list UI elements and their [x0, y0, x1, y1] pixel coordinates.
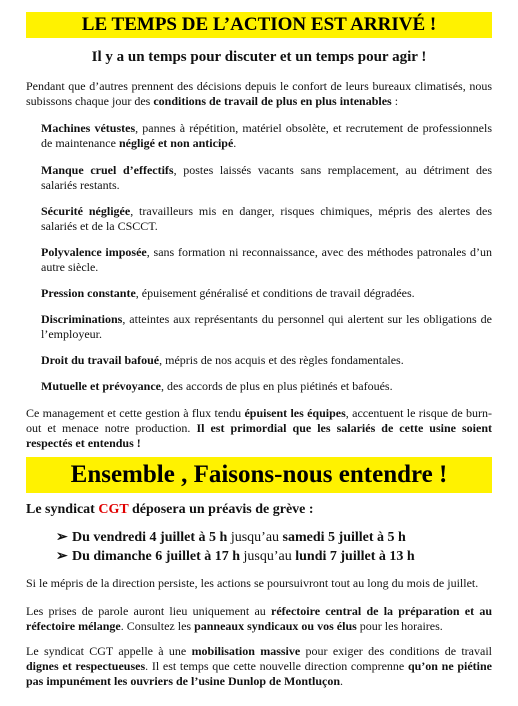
- call-text3: . Il est temps que cette nouvelle direction comprenne: [145, 659, 408, 673]
- grievance-tail: .: [233, 136, 237, 150]
- date-mid: jusqu’au: [240, 549, 296, 564]
- grievance-item: [41, 286, 492, 301]
- call-mobilisation: mobilisation massive: [191, 644, 301, 658]
- grievance-text: , postes laissés vacants sans remplacement, au détriment des salariés restants.: [41, 163, 493, 192]
- management-text2: , accentuent le risque de burn-out et menace notre production.: [26, 406, 492, 435]
- arrow-bullet-icon: ➢: [56, 530, 68, 545]
- banner-title: LE TEMPS DE L’ACTION EST ARRIVÉ !: [26, 12, 492, 38]
- grievance-item: [41, 204, 492, 234]
- grievance-label: Mutuelle et prévoyance: [41, 379, 161, 393]
- strike-dates: [56, 528, 415, 566]
- intro-tail: :: [391, 94, 399, 108]
- call-conclusion: qu’on ne piétine pas impunément les ouvriers de l’usine Dunlop de Montluçon: [26, 659, 492, 688]
- grievance-text: , mépris de nos acquis et des règles fondamentales.: [159, 353, 404, 367]
- union-name: CGT: [98, 502, 129, 517]
- management-paragraph: [26, 406, 492, 451]
- grievance-item: [41, 163, 492, 193]
- grievance-text: , pannes à répétition, matériel obsolète, et recrutement de professionnels de maintenance: [41, 121, 492, 150]
- speech-location: réfectoire central de la préparation et au réfectoire mélange: [26, 604, 493, 633]
- grievance-label: Discriminations: [41, 312, 123, 326]
- grievance-text: , épuisement généralisé et conditions de travail dégradées.: [135, 286, 415, 300]
- subtitle: Il y a un temps pour discuter et un temps pour agir !: [91, 49, 427, 65]
- date-start: Du vendredi 4 juillet à 5 h: [72, 530, 228, 545]
- speech-text2: . Consultez les: [120, 619, 195, 633]
- grievance-bold2: négligé et non anticipé: [118, 136, 234, 150]
- grievance-item: [41, 353, 492, 368]
- grievance-text: , atteintes aux représentants du personnel qui alertent sur les obligations de l’employeur.: [41, 312, 492, 341]
- strike-post: déposera un préavis de grève :: [128, 502, 314, 517]
- strike-date-row: [56, 547, 415, 566]
- grievance-label: Pression constante: [41, 286, 136, 300]
- intro-paragraph: [26, 79, 492, 109]
- date-end: samedi 5 juillet à 5 h: [282, 530, 406, 545]
- intro-bold: conditions de travail de plus en plus intenables: [153, 94, 392, 108]
- call-tail: .: [340, 674, 344, 688]
- strike-pre: Le syndicat: [26, 502, 99, 517]
- grievance-text: , travailleurs mis en danger, risques chimiques, mépris des alertes des salariés et de la CSCCT.: [41, 204, 493, 233]
- management-text: Ce management et cette gestion à flux tendu: [26, 406, 245, 420]
- management-conclusion: Il est primordial que les salariés de cette usine soient respectés et entendus !: [26, 421, 493, 450]
- grievance-item: [41, 312, 492, 342]
- date-start: Du dimanche 6 juillet à 17 h: [72, 549, 241, 564]
- speech-boards: panneaux syndicaux ou vos élus: [194, 619, 357, 633]
- persist-paragraph: Si le mépris de la direction persiste, les actions se poursuivront tout au long du mois de juillet.: [26, 576, 479, 590]
- intro-text: Pendant que d’autres prennent des décisions depuis le confort de leurs bureaux climatisés, nous subissons chaque jour des: [26, 79, 492, 108]
- strike-date-row: [56, 528, 415, 547]
- call-dignes: dignes et respectueuses: [26, 659, 146, 673]
- grievance-label: Polyvalence imposée: [41, 245, 147, 259]
- management-bold: épuisent les équipes: [244, 406, 346, 420]
- grievance-label: Machines vétustes: [41, 121, 136, 135]
- call-text: Le syndicat CGT appelle à une: [26, 644, 192, 658]
- date-mid: jusqu’au: [227, 530, 283, 545]
- speech-text3: pour les horaires.: [356, 619, 443, 633]
- grievance-label: Droit du travail bafoué: [41, 353, 160, 367]
- grievance-text: , des accords de plus en plus piétinés et bafoués.: [160, 379, 393, 393]
- grievance-item: [41, 379, 492, 394]
- date-end: lundi 7 juillet à 13 h: [295, 549, 415, 564]
- banner-ensemble: Ensemble , Faisons-nous entendre !: [26, 457, 492, 493]
- grievance-text: , sans formation ni reconnaissance, avec des méthodes patronales d’un autre siècle.: [41, 245, 492, 274]
- grievance-label: Sécurité négligée: [41, 204, 131, 218]
- strike-announcement: [26, 502, 492, 518]
- speech-text: Les prises de parole auront lieu uniquement au: [26, 604, 271, 618]
- grievance-item: [41, 121, 492, 151]
- call-paragraph: [26, 644, 492, 689]
- grievance-item: [41, 245, 492, 275]
- arrow-bullet-icon: ➢: [56, 549, 68, 564]
- speech-paragraph: [26, 604, 492, 634]
- call-text2: pour exiger des conditions de travail: [300, 644, 492, 658]
- grievance-label: Manque cruel d’effectifs: [41, 163, 174, 177]
